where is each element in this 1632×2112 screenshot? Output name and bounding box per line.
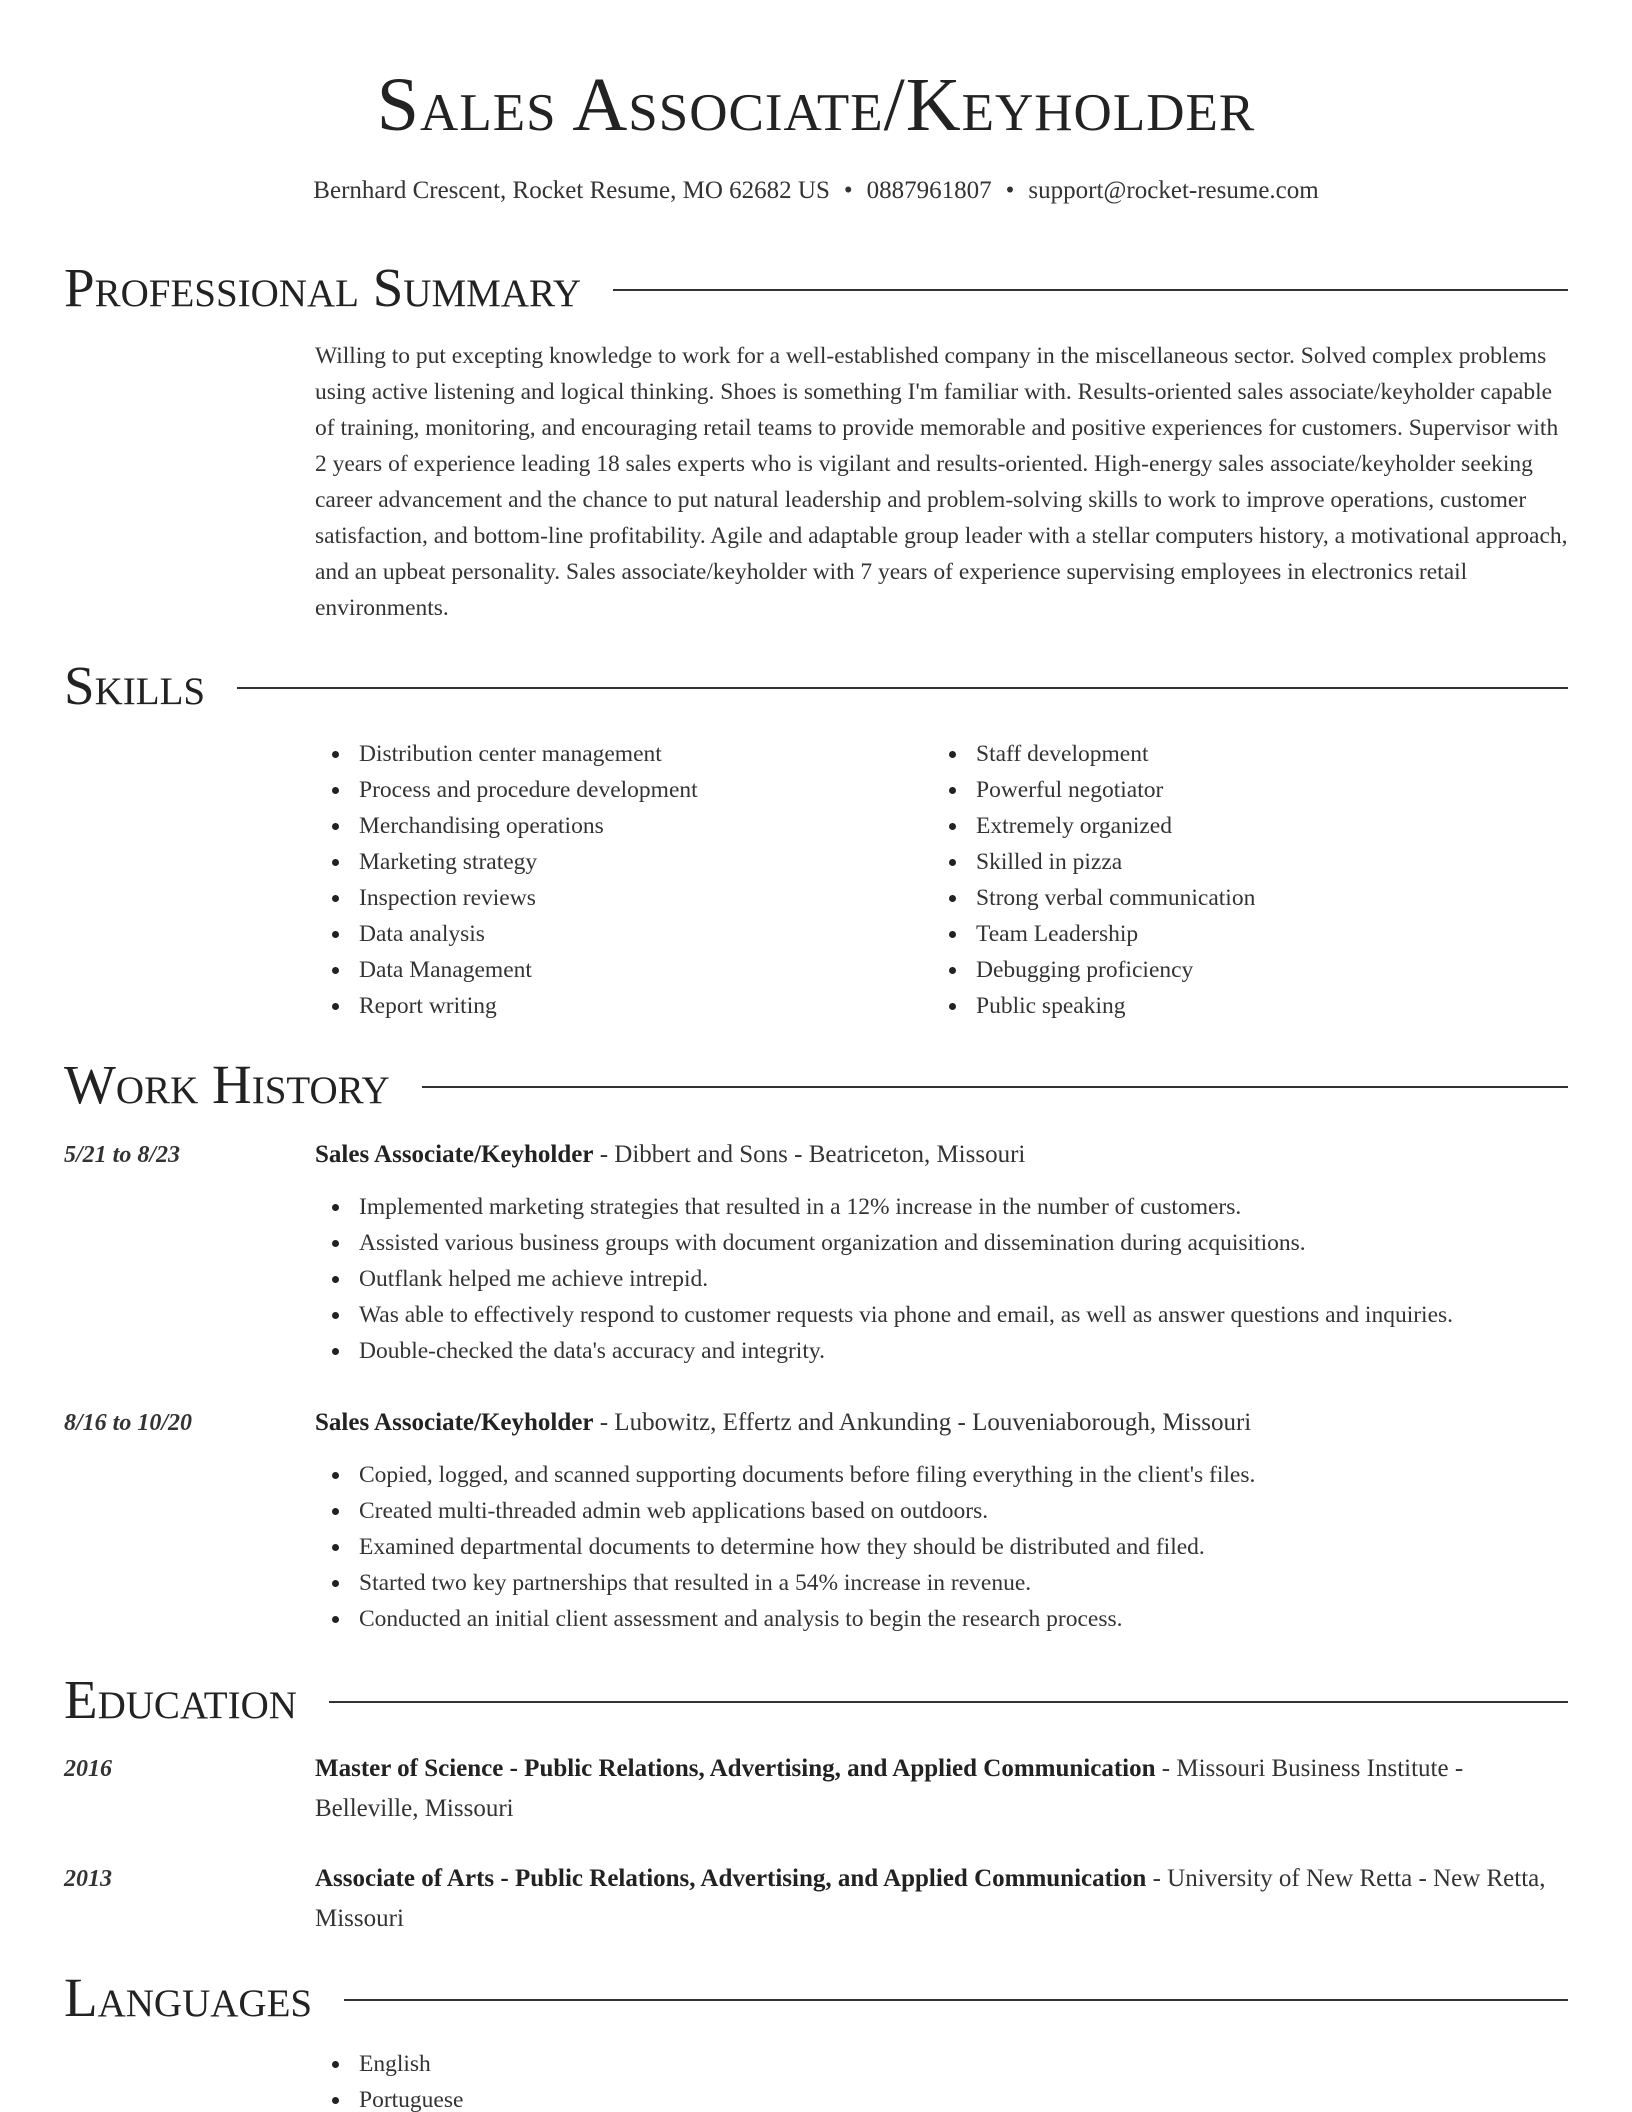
job-bullets <box>315 1457 1568 1637</box>
education-year: 2016 <box>64 1756 112 1782</box>
skill-item: Inspection reviews <box>315 880 932 916</box>
school: - Missouri Business Institute - Belleville, Missouri <box>315 1755 1464 1822</box>
work-dates: 8/16 to 10/20 <box>64 1410 193 1436</box>
job-bullet: Was able to effectively respond to customer requests via phone and email, as well as answer questions and inquiries. <box>315 1297 1568 1333</box>
resume-name: Sales Associate/Keyholder <box>376 63 1256 147</box>
contact-phone: 0887961807 <box>866 177 992 204</box>
section-divider <box>344 1999 1568 2001</box>
job-bullet: Started two key partnerships that resulted in a 54% increase in revenue. <box>315 1565 1568 1601</box>
skills-column-right <box>932 736 1549 1024</box>
education-entry-body <box>315 1859 1568 1939</box>
languages-list <box>315 2046 1575 2112</box>
skill-item: Team Leadership <box>932 916 1549 952</box>
job-bullet: Outflank helped me achieve intrepid. <box>315 1261 1568 1297</box>
skill-item: Process and procedure development <box>315 772 932 808</box>
contact-email: support@rocket-resume.com <box>1028 177 1319 204</box>
skill-item: Report writing <box>315 988 932 1024</box>
work-dates: 5/21 to 8/23 <box>64 1142 181 1168</box>
skills-list <box>315 736 1575 1024</box>
school: - University of New Retta - New Retta, Missouri <box>315 1865 1546 1932</box>
skills-column-left <box>315 736 932 1024</box>
language-item: English <box>315 2046 1575 2082</box>
summary-text: Willing to put excepting knowledge to work for a well-established company in the miscellaneous sector. Solved complex problems using active listening and logical thinking. Shoes is something I'm familiar with. Results-oriented sales associate/keyholder capable of training, monitoring, and encouraging retail teams to provide memorable and positive experiences for customers. Supervisor with 2 years of experience leading 18 sales experts who is vigilant and results-oriented. High-energy sales associate/keyholder seeking career advancement and the chance to put natural leadership and problem-solving skills to work to improve operations, customer satisfaction, and bottom-line profitability. Agile and adaptable group leader with a stellar computers history, a motivational approach, and an upbeat personality. Sales associate/keyholder with 7 years of experience supervising employees in electronics retail environments. <box>315 343 1568 621</box>
work-entry-heading <box>315 1403 1568 1443</box>
contact-line <box>0 173 1632 209</box>
section-divider <box>422 1086 1568 1088</box>
skill-item: Powerful negotiator <box>932 772 1549 808</box>
skill-item: Extremely organized <box>932 808 1549 844</box>
languages-section-header <box>64 1968 1568 2028</box>
skill-item: Staff development <box>932 736 1549 772</box>
skill-item: Debugging proficiency <box>932 952 1549 988</box>
skill-item: Distribution center management <box>315 736 932 772</box>
skill-item: Data Management <box>315 952 932 988</box>
degree: Master of Science - Public Relations, Advertising, and Applied Communication <box>315 1755 1156 1782</box>
education-section-title: Education <box>64 1669 297 1730</box>
language-item: Portuguese <box>315 2082 1575 2112</box>
degree: Associate of Arts - Public Relations, Advertising, and Applied Communication <box>315 1865 1147 1892</box>
job-title: Sales Associate/Keyholder <box>315 1141 594 1168</box>
skill-item: Public speaking <box>932 988 1549 1024</box>
section-divider <box>237 687 1568 689</box>
skill-item: Strong verbal communication <box>932 880 1549 916</box>
education-entry-body <box>315 1749 1568 1829</box>
skills-section-title: Skills <box>64 655 206 716</box>
contact-separator: • <box>1005 177 1015 204</box>
job-bullet: Examined departmental documents to determine how they should be distributed and filed. <box>315 1529 1568 1565</box>
job-bullet: Implemented marketing strategies that resulted in a 12% increase in the number of customers. <box>315 1189 1568 1225</box>
languages-section-title: Languages <box>64 1967 313 2028</box>
skill-item: Merchandising operations <box>315 808 932 844</box>
job-employer: - Lubowitz, Effertz and Ankunding - Louveniaborough, Missouri <box>593 1409 1252 1436</box>
work-entry-body <box>315 1403 1568 1637</box>
education-entry-heading <box>315 1749 1568 1829</box>
work-section-header <box>64 1055 1568 1115</box>
skill-item: Skilled in pizza <box>932 844 1549 880</box>
summary-section-header <box>64 258 1568 318</box>
job-employer: - Dibbert and Sons - Beatriceton, Missouri <box>593 1141 1026 1168</box>
job-bullet: Assisted various business groups with document organization and dissemination during acquisitions. <box>315 1225 1568 1261</box>
job-bullet: Conducted an initial client assessment and analysis to begin the research process. <box>315 1601 1568 1637</box>
section-divider <box>329 1701 1568 1703</box>
work-entry-body <box>315 1135 1568 1369</box>
summary-section-title: Professional Summary <box>64 257 582 318</box>
skill-item: Data analysis <box>315 916 932 952</box>
contact-separator: • <box>843 177 853 204</box>
skills-section-header <box>64 656 1568 716</box>
work-section-title: Work History <box>64 1054 390 1115</box>
skill-item: Marketing strategy <box>315 844 932 880</box>
contact-address: Bernhard Crescent, Rocket Resume, MO 62682 US <box>313 177 830 204</box>
work-entry-heading <box>315 1135 1568 1175</box>
education-section-header <box>64 1670 1568 1730</box>
education-year: 2013 <box>64 1866 112 1892</box>
job-bullet: Double-checked the data's accuracy and integrity. <box>315 1333 1568 1369</box>
section-divider <box>613 289 1568 291</box>
job-bullets <box>315 1189 1568 1369</box>
job-title: Sales Associate/Keyholder <box>315 1409 594 1436</box>
education-entry-heading <box>315 1859 1568 1939</box>
job-bullet: Created multi-threaded admin web applications based on outdoors. <box>315 1493 1568 1529</box>
languages-bullets <box>315 2046 1575 2112</box>
job-bullet: Copied, logged, and scanned supporting documents before filing everything in the client's files. <box>315 1457 1568 1493</box>
